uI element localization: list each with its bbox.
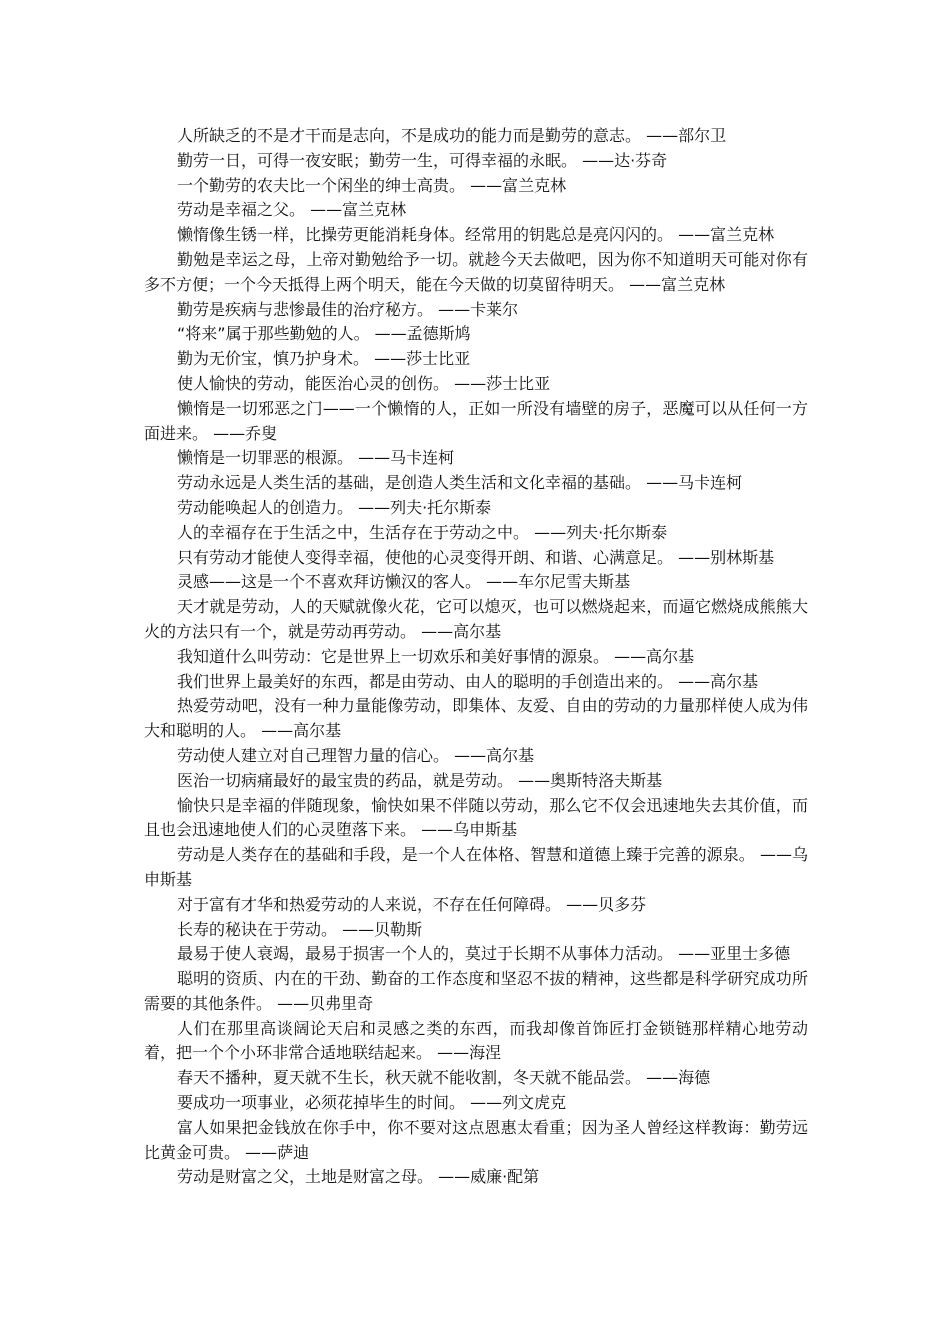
quote-paragraph: 一个勤劳的农夫比一个闲坐的绅士高贵。 ——富兰克林	[177, 175, 567, 195]
quote-paragraph: 对于富有才华和热爱劳动的人来说，不存在任何障碍。 ——贝多芬	[177, 894, 647, 914]
quote-paragraph: 劳动是幸福之父。 ——富兰克林	[177, 200, 407, 220]
quote-paragraph: 劳动使人建立对自己理智力量的信心。 ——高尔基	[177, 745, 535, 765]
quote-paragraph: 愉快只是幸福的伴随现象，愉快如果不伴随以劳动，那么它不仅会迅速地失去其价值，而且也会迅速地使人们的心灵堕落下来。 ——乌申斯基	[144, 795, 808, 840]
quote-paragraph: 我们世界上最美好的东西，都是由劳动、由人的聪明的手创造出来的。 ——高尔基	[177, 671, 759, 691]
quote-paragraph: 我知道什么叫劳动：它是世界上一切欢乐和美好事情的源泉。 ——高尔基	[177, 646, 695, 666]
quote-paragraph: 勤勉是幸运之母，上帝对勤勉给予一切。就趁今天去做吧，因为你不知道明天可能对你有多不方便；一个今天抵得上两个明天，能在今天做的切莫留待明天。 ——富兰克林	[144, 249, 808, 294]
quote-paragraph: 使人愉快的劳动，能医治心灵的创伤。 ——莎士比亚	[177, 373, 551, 393]
quote-paragraph: 懒惰是一切邪恶之门——一个懒惰的人，正如一所没有墙壁的房子，恶魔可以从任何一方面进来。 ——乔叟	[144, 398, 808, 443]
quote-paragraph: 劳动能唤起人的创造力。 ——列夫·托尔斯泰	[177, 497, 492, 517]
quote-paragraph: 懒惰是一切罪恶的根源。 ——马卡连柯	[177, 448, 455, 468]
quote-paragraph: 懒惰像生锈一样，比操劳更能消耗身体。经常用的钥匙总是亮闪闪的。 ——富兰克林	[177, 225, 775, 245]
quote-paragraph: 春天不播种，夏天就不生长，秋天就不能收割，冬天就不能品尝。 ——海德	[177, 1068, 711, 1088]
quote-paragraph: 热爱劳动吧，没有一种力量能像劳动，即集体、友爱、自由的劳动的力量那样使人成为伟大和聪明的人。 ——高尔基	[144, 696, 808, 741]
quote-paragraph: 劳动永远是人类生活的基础，是创造人类生活和文化幸福的基础。 ——马卡连柯	[177, 473, 743, 493]
quote-paragraph: 长寿的秘诀在于劳动。 ——贝勒斯	[177, 919, 423, 939]
quote-paragraph: 人的幸福存在于生活之中，生活存在于劳动之中。 ——列夫·托尔斯泰	[177, 522, 668, 542]
quote-paragraph: 最易于使人衰竭，最易于损害一个人的，莫过于长期不从事体力活动。 ——亚里士多德	[177, 944, 791, 964]
quote-paragraph: 人所缺乏的不是才干而是志向，不是成功的能力而是勤劳的意志。 ——部尔卫	[177, 126, 727, 145]
quote-paragraph: 富人如果把金钱放在你手中，你不要对这点恩惠太看重；因为圣人曾经这样教诲：勤劳远比黄金可贵。 ——萨迪	[144, 1117, 808, 1162]
quote-paragraph: 勤为无价宝，慎乃护身术。 ——莎士比亚	[177, 349, 471, 369]
quote-paragraph: 灵感——这是一个不喜欢拜访懒汉的客人。 ——车尔尼雪夫斯基	[177, 572, 631, 592]
quote-paragraph: 要成功一项事业，必须花掉毕生的时间。 ——列文虎克	[177, 1093, 567, 1113]
quote-paragraph: 勤劳一日，可得一夜安眠；勤劳一生，可得幸福的永眠。 ——达·芬奇	[177, 150, 668, 170]
quote-paragraph: 勤劳是疾病与悲惨最佳的治疗秘方。 ——卡莱尔	[177, 299, 519, 319]
quote-paragraph: 医治一切病痛最好的最宝贵的药品，就是劳动。 ——奥斯特洛夫斯基	[177, 770, 663, 790]
quote-paragraph: 人们在那里高谈阔论天启和灵感之类的东西，而我却像首饰匠打金锁链那样精心地劳动着，把一个个小环非常合适地联结起来。 ——海涅	[144, 1018, 808, 1063]
quote-paragraph: “将来”属于那些勤勉的人。 ——孟德斯鸠	[177, 324, 471, 344]
quote-paragraph: 聪明的资质、内在的干劲、勤奋的工作态度和坚忍不拔的精神，这些都是科学研究成功所需要的其他条件。 ——贝弗里奇	[144, 969, 808, 1013]
quote-paragraph: 天才就是劳动，人的天赋就像火花，它可以熄灭，也可以燃烧起来，而逼它燃烧成熊熊大火的方法只有一个，就是劳动再劳动。 ——高尔基	[144, 597, 808, 641]
quote-list	[144, 124, 808, 1190]
quote-paragraph: 只有劳动才能使人变得幸福，使他的心灵变得开朗、和谐、心满意足。 ——别林斯基	[177, 547, 775, 567]
quote-paragraph: 劳动是人类存在的基础和手段，是一个人在体格、智慧和道德上臻于完善的源泉。 ——乌申斯基	[144, 845, 808, 889]
quote-paragraph: 劳动是财富之父，土地是财富之母。 ——威廉·配第	[177, 1167, 540, 1187]
